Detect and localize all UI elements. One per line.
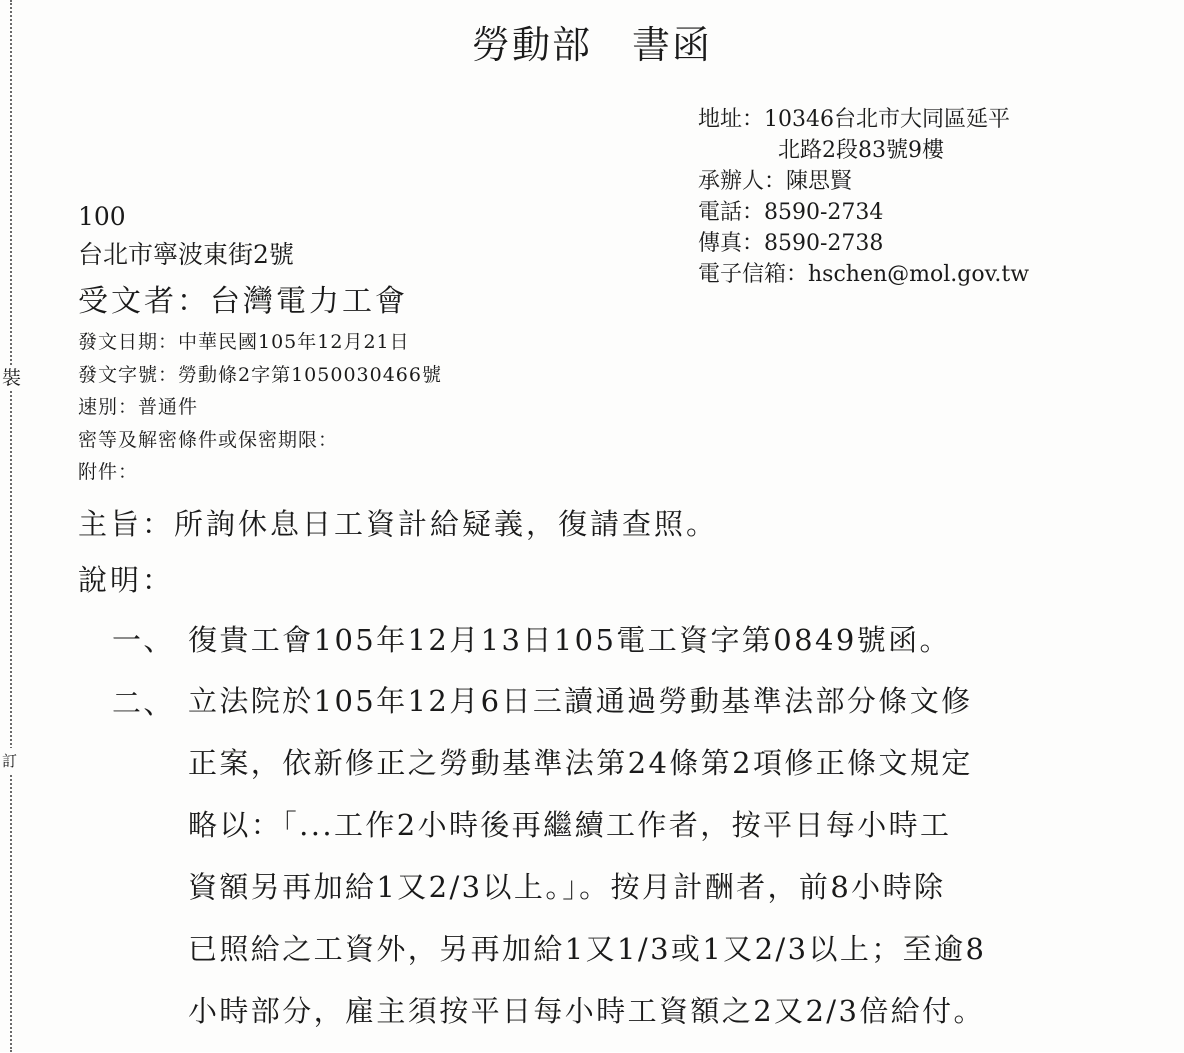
recipient-address-block (78, 198, 294, 274)
binding-mark-ding: 訂 (2, 748, 17, 774)
item-text-line: 已照給之工資外，另再加給1又1/3或1又2/3以上；至逾8 (188, 932, 987, 966)
contact-address-line1: 地址：10346台北市大同區延平 (698, 107, 1010, 132)
subject-line: 主旨：所詢休息日工資計給疑義，復請查照。 (78, 507, 719, 541)
confidentiality: 密等及解密條件或保密期限： (78, 428, 339, 451)
contact-phone: 電話：8590-2734 (698, 200, 884, 225)
contact-address-line2: 北路2段83號9樓 (778, 138, 944, 163)
item-text-line: 小時部分，雇主須按平日每小時工資額之2又2/3倍給付。 (188, 994, 985, 1028)
contact-fax: 傳真：8590-2738 (698, 231, 884, 256)
speed-class: 速別：普通件 (78, 396, 199, 418)
contact-handler: 承辦人：陳思賢 (698, 169, 853, 194)
issue-date: 發文日期：中華民國105年12月21日 (78, 331, 410, 353)
explanation-heading: 說明： (78, 563, 175, 597)
item-text (188, 681, 986, 1053)
document-meta (78, 326, 442, 489)
binding-mark-zhuang: 裝 (2, 367, 22, 389)
doc-number: 發文字號：勞動條2字第1050030466號 (78, 363, 442, 386)
item-number: 二、 (112, 686, 175, 720)
item-text-line: 正案，依新修正之勞動基準法第24條第2項修正條文規定 (188, 746, 973, 780)
attachments: 附件： (78, 461, 139, 483)
receiver-line: 受文者：台灣電力工會 (78, 284, 408, 319)
item-text-line: 資額另再加給1又2/3以上。」。按月計酬者，前8小時除 (188, 870, 946, 904)
item-text-line: 略以：「...工作2小時後再繼續工作者，按平日每小時工 (188, 808, 952, 842)
recipient-address: 台北市寧波東街2號 (78, 240, 294, 269)
binding-margin-line (10, 0, 12, 1052)
item-text-line: 立法院於105年12月6日三讀通過勞動基準法部分條文修 (188, 684, 973, 718)
contact-email: 電子信箱：hschen@mol.gov.tw (698, 262, 1030, 287)
item-text-line: 復貴工會105年12月13日105電工資字第0849號函。 (188, 623, 951, 657)
postal-code: 100 (78, 202, 126, 231)
document-title: 勞動部 書函 (471, 23, 712, 67)
item-number: 一、 (112, 623, 175, 657)
contact-block (698, 104, 1029, 290)
